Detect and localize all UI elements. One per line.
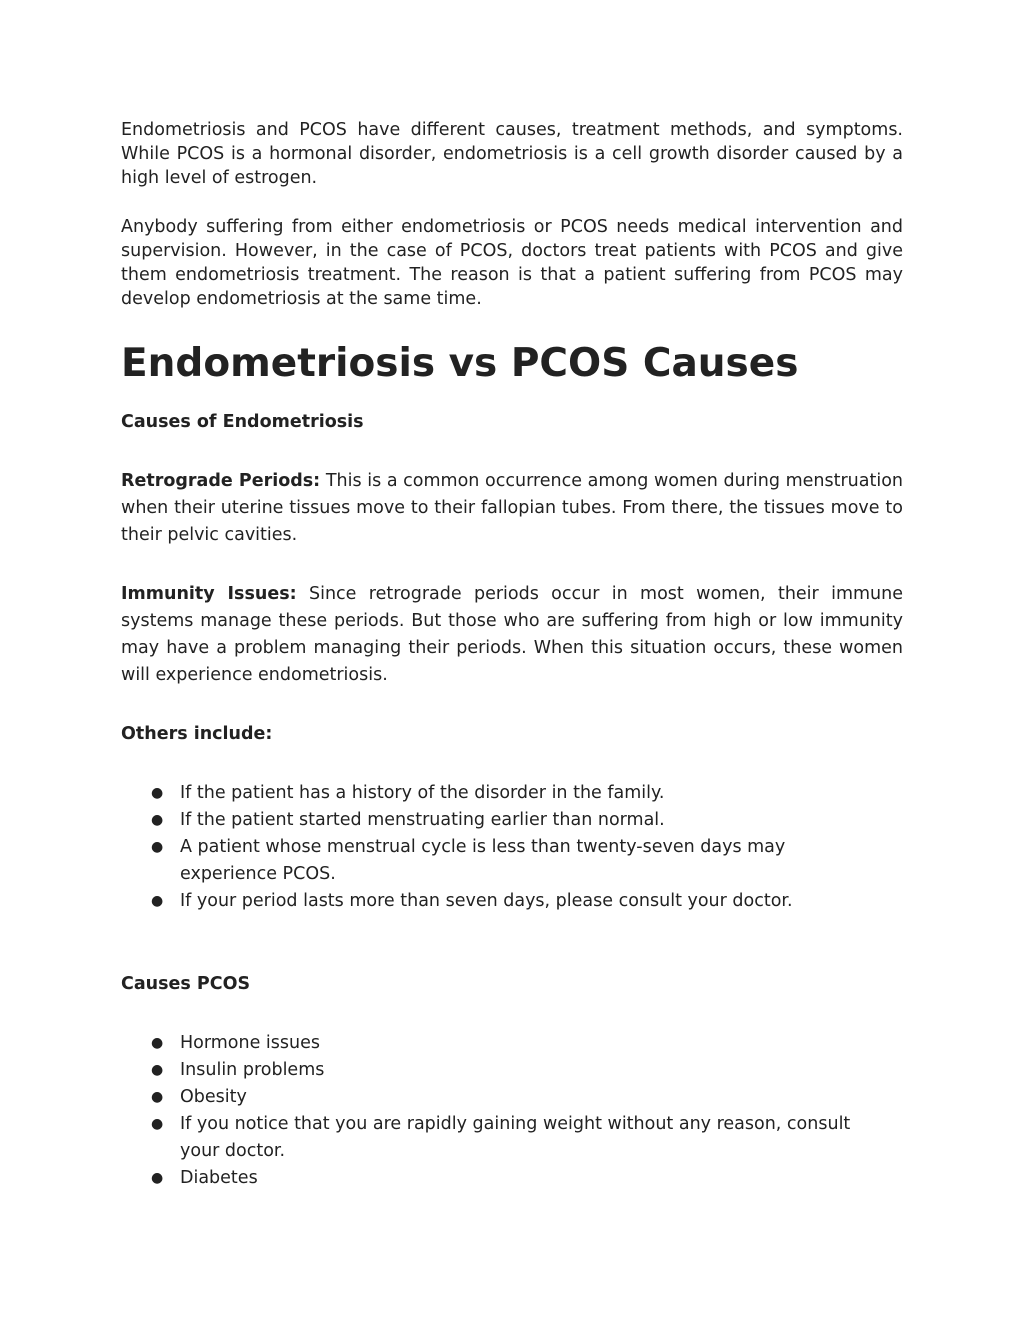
bullet-icon: ● xyxy=(151,1035,164,1051)
list-item-text: If your period lasts more than seven days, please consult your doctor. xyxy=(180,891,793,911)
list-item xyxy=(121,888,852,915)
retrograde-periods-text: This is a common occurrence among women during menstruation when their uterine tissues move to their fallopian tubes. From there, the tissues move to their pelvic cavities. xyxy=(121,471,904,545)
list-item xyxy=(121,1084,852,1111)
list-item-text: Hormone issues xyxy=(180,1033,320,1053)
bullet-icon: ● xyxy=(151,812,164,828)
intro-paragraph-1: Endometriosis and PCOS have different causes, treatment methods, and symptoms. While PCOS is a hormonal disorder, endometriosis is a cell growth disorder caused by a high level of estrogen. xyxy=(121,120,903,188)
bullet-icon: ● xyxy=(151,1116,164,1132)
bullet-icon: ● xyxy=(151,785,164,801)
pcos-causes-list xyxy=(121,1030,903,1192)
intro-paragraph-2: Anybody suffering from either endometriosis or PCOS needs medical intervention and supervision. However, in the case of PCOS, doctors treat patients with PCOS and give them endometriosis treatment. The reason is that a patient suffering from PCOS may develop endometriosis at the same time. xyxy=(121,217,903,309)
bullet-icon: ● xyxy=(151,839,164,855)
list-item xyxy=(121,1111,852,1165)
document-page xyxy=(121,118,903,1192)
list-item xyxy=(121,1030,852,1057)
immunity-issues-term: Immunity Issues: xyxy=(121,584,297,604)
list-item xyxy=(121,834,852,888)
list-item xyxy=(121,807,852,834)
section-heading: Endometriosis vs PCOS Causes xyxy=(121,341,799,386)
list-item-text: Obesity xyxy=(180,1087,247,1107)
list-item xyxy=(121,780,852,807)
endometriosis-causes-title: Causes of Endometriosis xyxy=(121,412,364,432)
retrograde-periods-paragraph xyxy=(121,468,903,549)
list-item-text: If the patient has a history of the disorder in the family. xyxy=(180,783,665,803)
list-item-text: Diabetes xyxy=(180,1168,258,1188)
list-item xyxy=(121,1165,852,1192)
bullet-icon: ● xyxy=(151,1170,164,1186)
immunity-issues-paragraph xyxy=(121,581,903,689)
bullet-icon: ● xyxy=(151,1062,164,1078)
others-include-title: Others include: xyxy=(121,724,273,744)
bullet-icon: ● xyxy=(151,1089,164,1105)
retrograde-periods-term: Retrograde Periods: xyxy=(121,471,321,491)
bullet-icon: ● xyxy=(151,893,164,909)
list-item-text: A patient whose menstrual cycle is less than twenty-seven days may experience PCOS. xyxy=(180,837,786,884)
pcos-causes-title: Causes PCOS xyxy=(121,974,251,994)
list-item xyxy=(121,1057,852,1084)
list-item-text: If the patient started menstruating earlier than normal. xyxy=(180,810,665,830)
immunity-issues-text: Since retrograde periods occur in most women, their immune systems manage these periods. But those who are suffering from high or low immunity may have a problem managing their periods. When this situation occurs, these women will experience endometriosis. xyxy=(121,584,903,685)
endometriosis-other-causes-list xyxy=(121,780,903,915)
list-item-text: Insulin problems xyxy=(180,1060,325,1080)
list-item-text: If you notice that you are rapidly gaining weight without any reason, consult your doctor. xyxy=(180,1114,851,1161)
